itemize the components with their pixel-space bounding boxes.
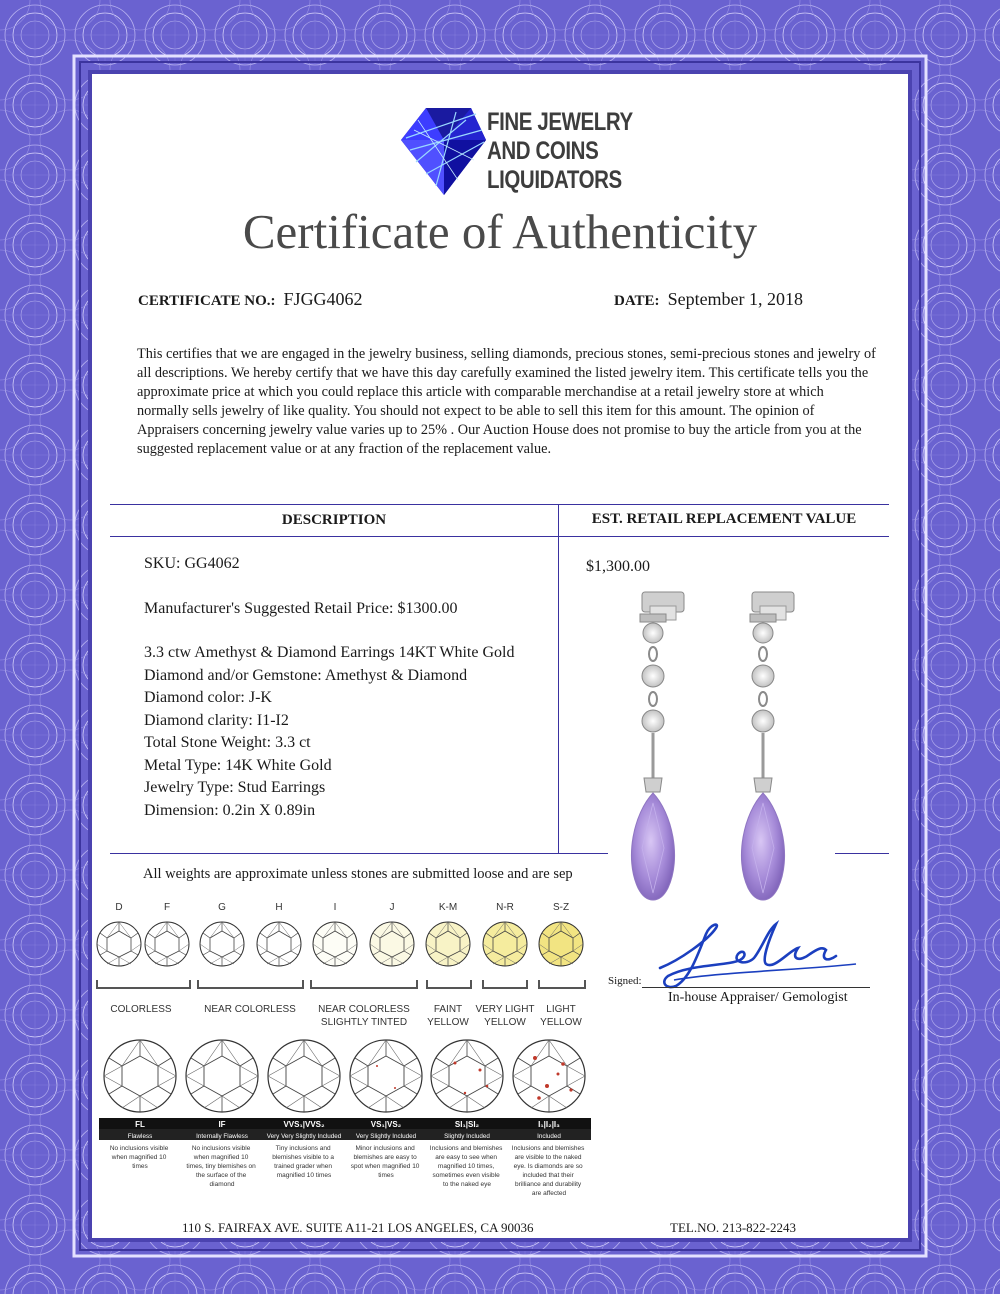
replacement-value: $1,300.00 <box>586 558 650 575</box>
earrings-photo <box>625 588 865 913</box>
color-group-label: SLIGHTLY TINTED <box>320 1017 408 1028</box>
color-group-label: YELLOW <box>427 1017 469 1028</box>
color-grade-k-m: K-M <box>438 902 458 913</box>
diamond-icon <box>257 922 301 966</box>
clarity-name: Included <box>537 1133 561 1140</box>
color-group-label: VERY LIGHT <box>475 1004 535 1015</box>
clarity-name: Very Slightly Included <box>355 1133 417 1140</box>
table-column-divider <box>558 504 559 854</box>
diamond-icon <box>313 922 357 966</box>
clarity-code: VVS₁|VVS₂ <box>283 1120 325 1129</box>
clarity-desc: No inclusions visible when magnified 10 times, tiny blemishes on the surface of the diamond <box>186 1145 256 1188</box>
weights-note: All weights are approximate unless stones are submitted loose and are sep <box>143 866 573 882</box>
sku: SKU: GG4062 <box>144 555 240 572</box>
diamond-icon <box>104 1040 176 1112</box>
detail-line: Metal Type: 14K White Gold <box>144 756 332 774</box>
page-title: Certificate of Authenticity <box>242 204 758 259</box>
clarity-name: Internally Flawless <box>196 1133 248 1140</box>
detail-line: Diamond clarity: I1-I2 <box>144 711 289 729</box>
color-group-label: NEAR COLORLESS <box>204 1004 296 1015</box>
appraiser-title: In-house Appraiser/ Gemologist <box>668 990 848 1005</box>
clarity-desc: Inclusions and blemishes are easy to see when magnified 10 times, sometimes even visible to the naked eye <box>429 1145 503 1188</box>
diamond-icon <box>350 1040 422 1112</box>
clarity-code: SI₁|SI₂ <box>454 1120 480 1129</box>
msrp: Manufacturer's Suggested Retail Price: $1300.00 <box>144 599 458 617</box>
value-header: EST. RETAIL REPLACEMENT VALUE <box>591 511 857 527</box>
color-grade-d: D <box>115 902 123 913</box>
item-description <box>144 553 514 822</box>
clarity-desc: Inclusions and blemishes are visible to the naked eye. Is diamonds are so included that their brilliance and durability are affected <box>511 1145 585 1197</box>
diamond-icon <box>431 1040 503 1112</box>
diamond-icon <box>539 922 583 966</box>
color-grade-g: G <box>218 902 226 913</box>
color-grade-f: F <box>163 902 171 913</box>
detail-line: Diamond and/or Gemstone: Amethyst & Diamond <box>144 666 468 684</box>
diamond-icon <box>370 922 414 966</box>
clarity-desc: No inclusions visible when magnified 10 times <box>109 1145 169 1170</box>
color-group-label: LIGHT <box>546 1004 576 1015</box>
color-group-label: COLORLESS <box>110 1004 172 1015</box>
clarity-code: FL <box>135 1120 145 1129</box>
table-header-rule <box>110 536 889 537</box>
description-header: DESCRIPTION <box>281 512 387 528</box>
clarity-code-bar <box>99 1118 591 1129</box>
diamond-icon <box>97 922 141 966</box>
certificate-number: CERTIFICATE NO.: FJGG4062 <box>138 289 363 309</box>
color-grade-i: I <box>333 902 337 913</box>
clarity-code: IF <box>218 1120 226 1129</box>
certificate-date: DATE: September 1, 2018 <box>614 289 804 309</box>
diamond-icon <box>483 922 527 966</box>
clarity-code: I₁|I₂|I₃ <box>538 1120 560 1129</box>
color-group-label: FAINT <box>433 1004 463 1015</box>
detail-line: Dimension: 0.2in X 0.89in <box>144 801 316 819</box>
signed-label: Signed: <box>608 975 642 987</box>
color-grade-j: J <box>389 902 395 913</box>
color-grade-s-z: S-Z <box>552 902 570 913</box>
diamond-icon <box>186 1040 258 1112</box>
signature-line <box>642 987 870 988</box>
intro-paragraph: This certifies that we are engaged in the jewelry business, selling diamonds, precious stones, semi-precious stones and jewelry of all descriptions. We hereby certify that we have this day carefully examined the listed jewelry item. This certificate tells you the approximate price at which you could replace this article with comparable merchandise at a retail jewelry store at which normally sells jewelry of like quality. You should not expect to be able to sell this item for this amount. The opinion of Appraisers concerning jewelry value varies up to 25% . Our Auction House does not promise to buy the article from you at the suggested replacement value or at any fraction of the replacement value. <box>137 346 876 457</box>
signature-icon <box>650 920 870 990</box>
clarity-name: Very Very Slightly Included <box>266 1133 342 1140</box>
color-group-label: YELLOW <box>540 1017 582 1028</box>
diamond-icon <box>513 1040 585 1112</box>
table-bottom-rule <box>110 853 608 854</box>
diamond-icon <box>145 922 189 966</box>
color-group-label: YELLOW <box>484 1017 526 1028</box>
brand-name: FINE JEWELRY AND COINS LIQUIDATORS <box>487 108 633 194</box>
clarity-code: VS₁|VS₂ <box>370 1120 402 1129</box>
diamond-icon <box>426 922 470 966</box>
clarity-desc: Minor inclusions and blemishes are easy to spot when magnified 10 times <box>350 1145 420 1179</box>
color-grade-h: H <box>275 902 283 913</box>
clarity-name: Flawless <box>127 1133 153 1140</box>
table-top-rule <box>110 504 889 505</box>
detail-line: Jewelry Type: Stud Earrings <box>144 779 326 796</box>
color-group-label: NEAR COLORLESS <box>318 1004 410 1015</box>
clarity-name-bar <box>99 1129 591 1140</box>
clarity-name: Slightly Included <box>444 1133 490 1140</box>
diamond-grading-chart <box>95 898 600 1218</box>
clarity-desc: Tiny inclusions and blemishes visible to a trained grader when magnified 10 times <box>272 1145 334 1179</box>
detail-line: 3.3 ctw Amethyst & Diamond Earrings 14KT White Gold <box>144 644 515 661</box>
diamond-icon <box>268 1040 340 1112</box>
diamond-icon <box>200 922 244 966</box>
footer-address: 110 S. FAIRFAX AVE. SUITE A11-21 LOS ANGELES, CA 90036 <box>182 1220 534 1235</box>
detail-line: Total Stone Weight: 3.3 ct <box>144 734 311 751</box>
detail-line: Diamond color: J-K <box>144 689 272 706</box>
color-grade-n-r: N-R <box>496 902 514 913</box>
footer-phone: TEL.NO. 213-822-2243 <box>670 1220 797 1235</box>
